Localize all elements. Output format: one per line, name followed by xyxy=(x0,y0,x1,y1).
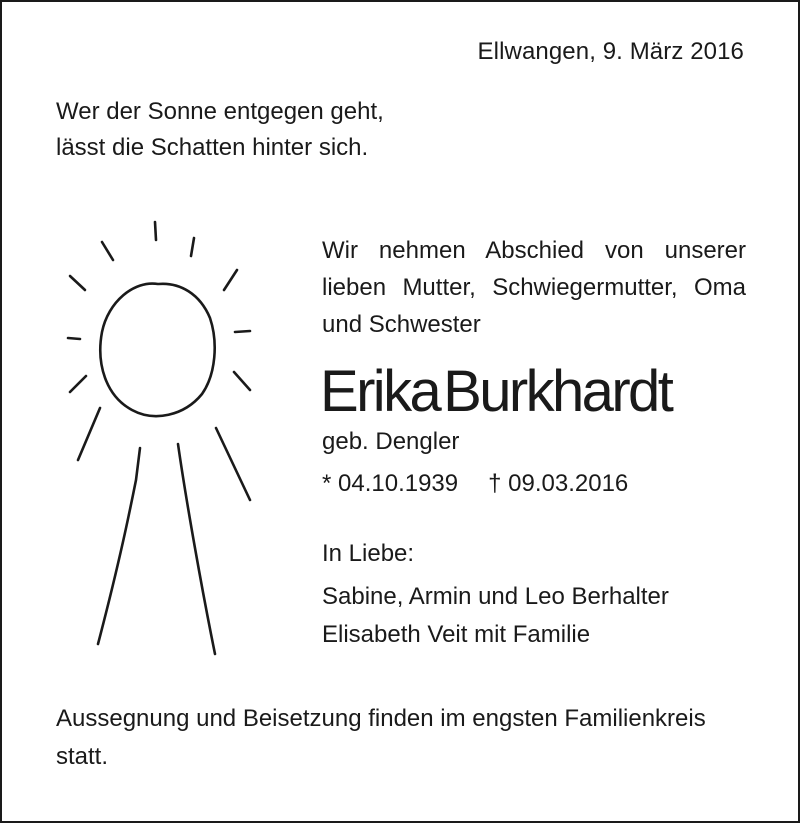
motto xyxy=(56,94,384,166)
intro-line-2: lieben Mutter, Schwiegermutter, Oma xyxy=(322,274,746,301)
life-dates xyxy=(322,470,628,498)
intro-line-1: Wir nehmen Abschied von unserer xyxy=(322,237,746,264)
place-and-date: Ellwangen, 9. März 2016 xyxy=(477,38,744,65)
maiden-name: geb. Dengler xyxy=(322,428,460,455)
mourners-label: In Liebe: xyxy=(322,540,415,567)
hand-drawn-sun-icon xyxy=(50,210,270,660)
deceased-first-name: Erika xyxy=(320,359,440,424)
death-date: † 09.03.2016 xyxy=(488,470,629,497)
ceremony-note: Aussegnung und Beisetzung finden im engsten Familienkreis statt. xyxy=(56,705,706,770)
mourner-line: Sabine, Armin und Leo Berhalter xyxy=(322,583,669,610)
farewell-intro xyxy=(322,232,746,343)
motto-line-2: lässt die Schatten hinter sich. xyxy=(56,134,369,161)
deceased-last-name: Burkhardt xyxy=(443,359,672,424)
birth-date: * 04.10.1939 xyxy=(322,470,459,497)
mourner-line: Elisabeth Veit mit Familie xyxy=(322,621,591,648)
intro-line-3: und Schwester xyxy=(322,311,481,338)
mourners-list xyxy=(322,578,669,654)
deceased-name xyxy=(320,358,671,426)
motto-line-1: Wer der Sonne entgegen geht, xyxy=(56,98,384,125)
